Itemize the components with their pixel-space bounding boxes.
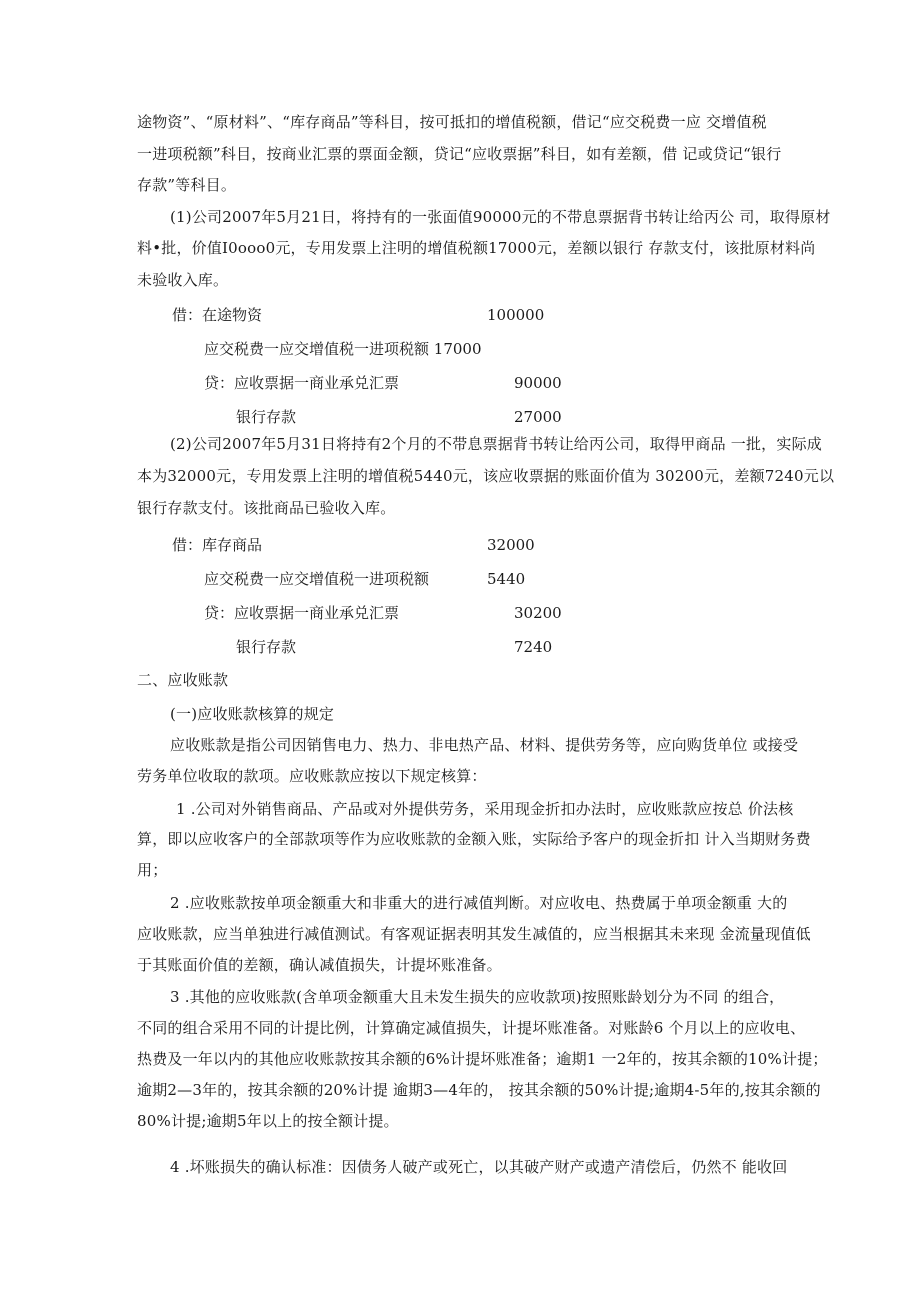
list-item-line: 80%计提;逾期5年以上的按全额计提。 [137, 1112, 399, 1130]
example-line: (1)公司2007年5月21日，将持有的一张面值90000元的不带息票据背书转让给丙公 司，取得原材 [170, 208, 831, 226]
section-heading: 二、应收账款 [137, 671, 229, 689]
list-item-line: 逾期2—3年的，按其余额的20%计提 逾期3—4年的， 按其余额的50%计提;逾期4-5年的,按其余额的 [137, 1081, 821, 1099]
list-item-line: 热费及一年以内的其他应收账款按其余额的6%计提坏账准备；逾期1 一2年的，按其余额的10%计提； [137, 1050, 828, 1068]
list-item-line: 用； [137, 861, 168, 879]
list-item-line: 不同的组合采用不同的计提比例，计算确定减值损失，计提坏账准备。对账龄6 个月以上的应收电、 [137, 1019, 806, 1037]
list-item-line: 1 .公司对外销售商品、产品或对外提供劳务，采用现金折扣办法时，应收账款应按总 价法核 [176, 800, 794, 818]
journal-credit-label: 银行存款 [236, 638, 297, 656]
journal-debit-label: 应交税费一应交增值税一进项税额 [204, 570, 430, 588]
example-line: 本为32000元，专用发票上注明的增值税5440元，该应收票据的账面价值为 30200元，差额7240元以 [137, 467, 835, 485]
paragraph-line: 途物资”、“原材料”、“库存商品”等科目，按可抵扣的增值税额，借记“应交税费一应 交增值税 [137, 113, 767, 131]
journal-credit-label: 银行存款 [236, 408, 297, 426]
example-line: 未验收入库。 [137, 271, 229, 289]
journal-credit-amount: 27000 [514, 408, 562, 426]
journal-debit-amount: 5440 [487, 570, 526, 588]
paragraph-line: 应收账款是指公司因销售电力、热力、非电热产品、材料、提供劳务等，应向购货单位 或接受 [170, 736, 799, 754]
journal-debit-label: 借：在途物资 [172, 306, 263, 324]
journal-debit-label: 借：库存商品 [172, 536, 263, 554]
list-item-line: 于其账面价值的差额，确认减值损失，计提坏账准备。 [137, 956, 502, 974]
list-item-line: 4 .坏账损失的确认标准：因债务人破产或死亡，以其破产财产或遗产清偿后，仍然不 能收回 [170, 1158, 788, 1176]
journal-credit-amount: 7240 [514, 638, 553, 656]
paragraph-line: 一进项税额”科目，按商业汇票的票面金额，贷记“应收票据”科目，如有差额，借 记或贷记“银行 [137, 145, 782, 163]
journal-credit-amount: 90000 [514, 374, 562, 392]
subsection-heading: (一)应收账款核算的规定 [170, 705, 335, 723]
list-item-line: 应收账款，应当单独进行减值测试。有客观证据表明其发生减值的，应当根据其未来现 金流量现值低 [137, 925, 811, 943]
list-item-line: 2 .应收账款按单项金额重大和非重大的进行减值判断。对应收电、热费属于单项金额重 大的 [170, 894, 788, 912]
journal-debit-amount: 100000 [487, 306, 545, 324]
journal-debit-label: 应交税费一应交增值税一进项税额 17000 [204, 340, 482, 358]
paragraph-line: 存款”等科目。 [137, 176, 237, 194]
example-line: (2)公司2007年5月31日将持有2个月的不带息票据背书转让给丙公司，取得甲商品 一批，实际成 [170, 435, 822, 453]
list-item-line: 3 .其他的应收账款(含单项金额重大且未发生损失的应收款项)按照账龄划分为不同 的组合， [170, 988, 785, 1006]
example-line: 料•批，价值I0ooo0元，专用发票上注明的增值税额17000元，差额以银行 存款支付，该批原材料尚 [137, 239, 816, 257]
paragraph-line: 劳务单位收取的款项。应收账款应按以下规定核算： [137, 767, 487, 785]
journal-debit-amount: 32000 [487, 536, 535, 554]
journal-credit-label: 贷：应收票据一商业承兑汇票 [204, 374, 400, 392]
journal-credit-amount: 30200 [514, 604, 562, 622]
example-line: 银行存款支付。该批商品已验收入库。 [137, 499, 396, 517]
journal-credit-label: 贷：应收票据一商业承兑汇票 [204, 604, 400, 622]
list-item-line: 算，即以应收客户的全部款项等作为应收账款的金额入账，实际给予客户的现金折扣 计入当期财务费 [137, 830, 811, 848]
